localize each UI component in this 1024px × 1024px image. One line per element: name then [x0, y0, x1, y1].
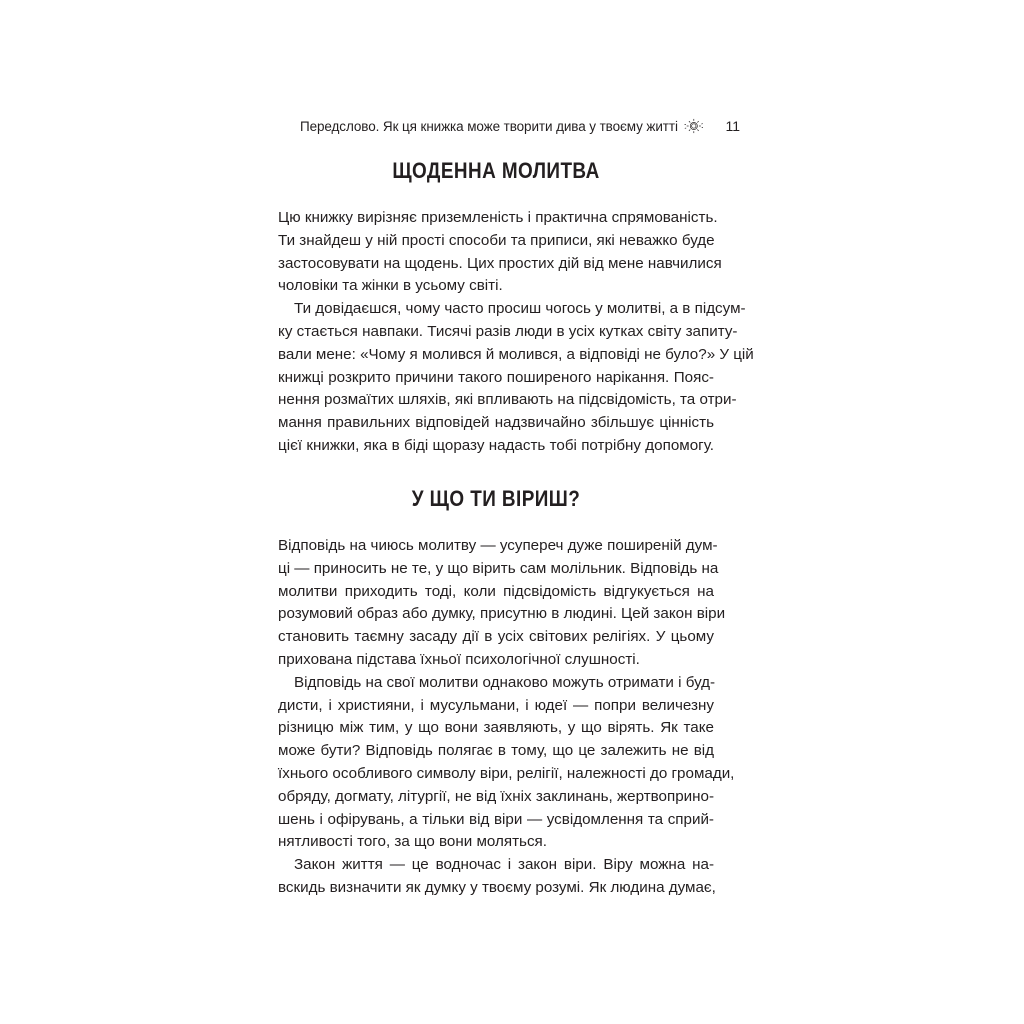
text-line: Ти знайдеш у ній прості способи та приписи, які неважко буде — [278, 231, 715, 249]
section-title-what-you-believe: У ЩО ТИ ВІРИШ? — [411, 486, 581, 511]
text-line: їхнього особливого символу віри, релігії, належності до громади, — [278, 764, 735, 782]
text-line: може бути? Відповідь полягає в тому, що це залежить не від — [278, 742, 714, 760]
text-line: дисти, і християни, і мусульмани, і юдеї — попри величезну — [278, 696, 714, 714]
section-body-what-you-believe — [278, 535, 735, 900]
text-line: цієї книжки, яка в біді щоразу надасть тобі потрібну допомогу. — [278, 436, 714, 454]
text-line: нення розмаїтих шляхів, які впливають на підсвідомість, та отри- — [278, 391, 737, 409]
text-line: Цю книжку вирізняє приземленість і практична спрямованість. — [278, 209, 718, 226]
text-line: розумовий образ або думку, присутню в людині. Цей закон віри — [278, 605, 726, 623]
section-body-daily-prayer — [278, 207, 754, 458]
text-line: різницю між тим, у що вони заявляють, у що вірять. Як таке — [278, 719, 714, 737]
text-line: обряду, догмату, літургії, не від їхніх заклинань, жертвоприно- — [278, 787, 715, 805]
text-line: ку стається навпаки. Тисячі разів люди в усіх кутках світу запиту- — [278, 322, 738, 340]
text-line: вскидь визначити як думку у твоєму розумі. Як людина думає, — [278, 878, 716, 896]
text-line: Ти довідаєшся, чому часто просиш чогось у молитві, а в підсум- — [294, 300, 746, 318]
text-line: шень і офірувань, а тільки від віри — усвідомлення та сприй- — [278, 810, 714, 828]
text-line: Закон життя — це водночас і закон віри. Віру можна на- — [294, 856, 714, 874]
text-line: мання правильних відповідей надзвичайно збільшує цінність — [278, 414, 714, 432]
sun-icon — [684, 111, 704, 141]
running-head — [300, 111, 740, 141]
text-line: вали мене: «Чому я молився й молився, а відповіді не було?» У цій — [278, 345, 754, 363]
text-line: чоловіки та жінки в усьому світі. — [278, 277, 503, 295]
section-title-daily-prayer: ЩОДЕННА МОЛИТВА — [392, 158, 600, 183]
text-line: молитви приходить тоді, коли підсвідомість відгукується на — [278, 582, 714, 600]
running-title: Передслово. Як ця книжка може творити дива у твоєму житті — [300, 118, 678, 134]
text-line: книжці розкрито причини такого поширеного нарікання. Пояс- — [278, 368, 714, 386]
text-line: прихована підстава їхньої психологічної слушності. — [278, 650, 640, 668]
text-line: ці — приносить не те, у що вірить сам молільник. Відповідь на — [278, 559, 719, 577]
page-number: 11 — [725, 118, 740, 134]
text-line: Відповідь на свої молитви однаково можуть отримати і буд- — [294, 673, 716, 691]
text-line: застосовувати на щодень. Цих простих дій від мене навчилися — [278, 254, 722, 272]
text-line: нятливості того, за що вони моляться. — [278, 833, 547, 851]
text-line: становить таємну засаду дії в усіх світових релігіях. У цьому — [278, 628, 714, 646]
text-line: Відповідь на чиюсь молитву — усупереч дуже поширеній дум- — [278, 537, 718, 554]
